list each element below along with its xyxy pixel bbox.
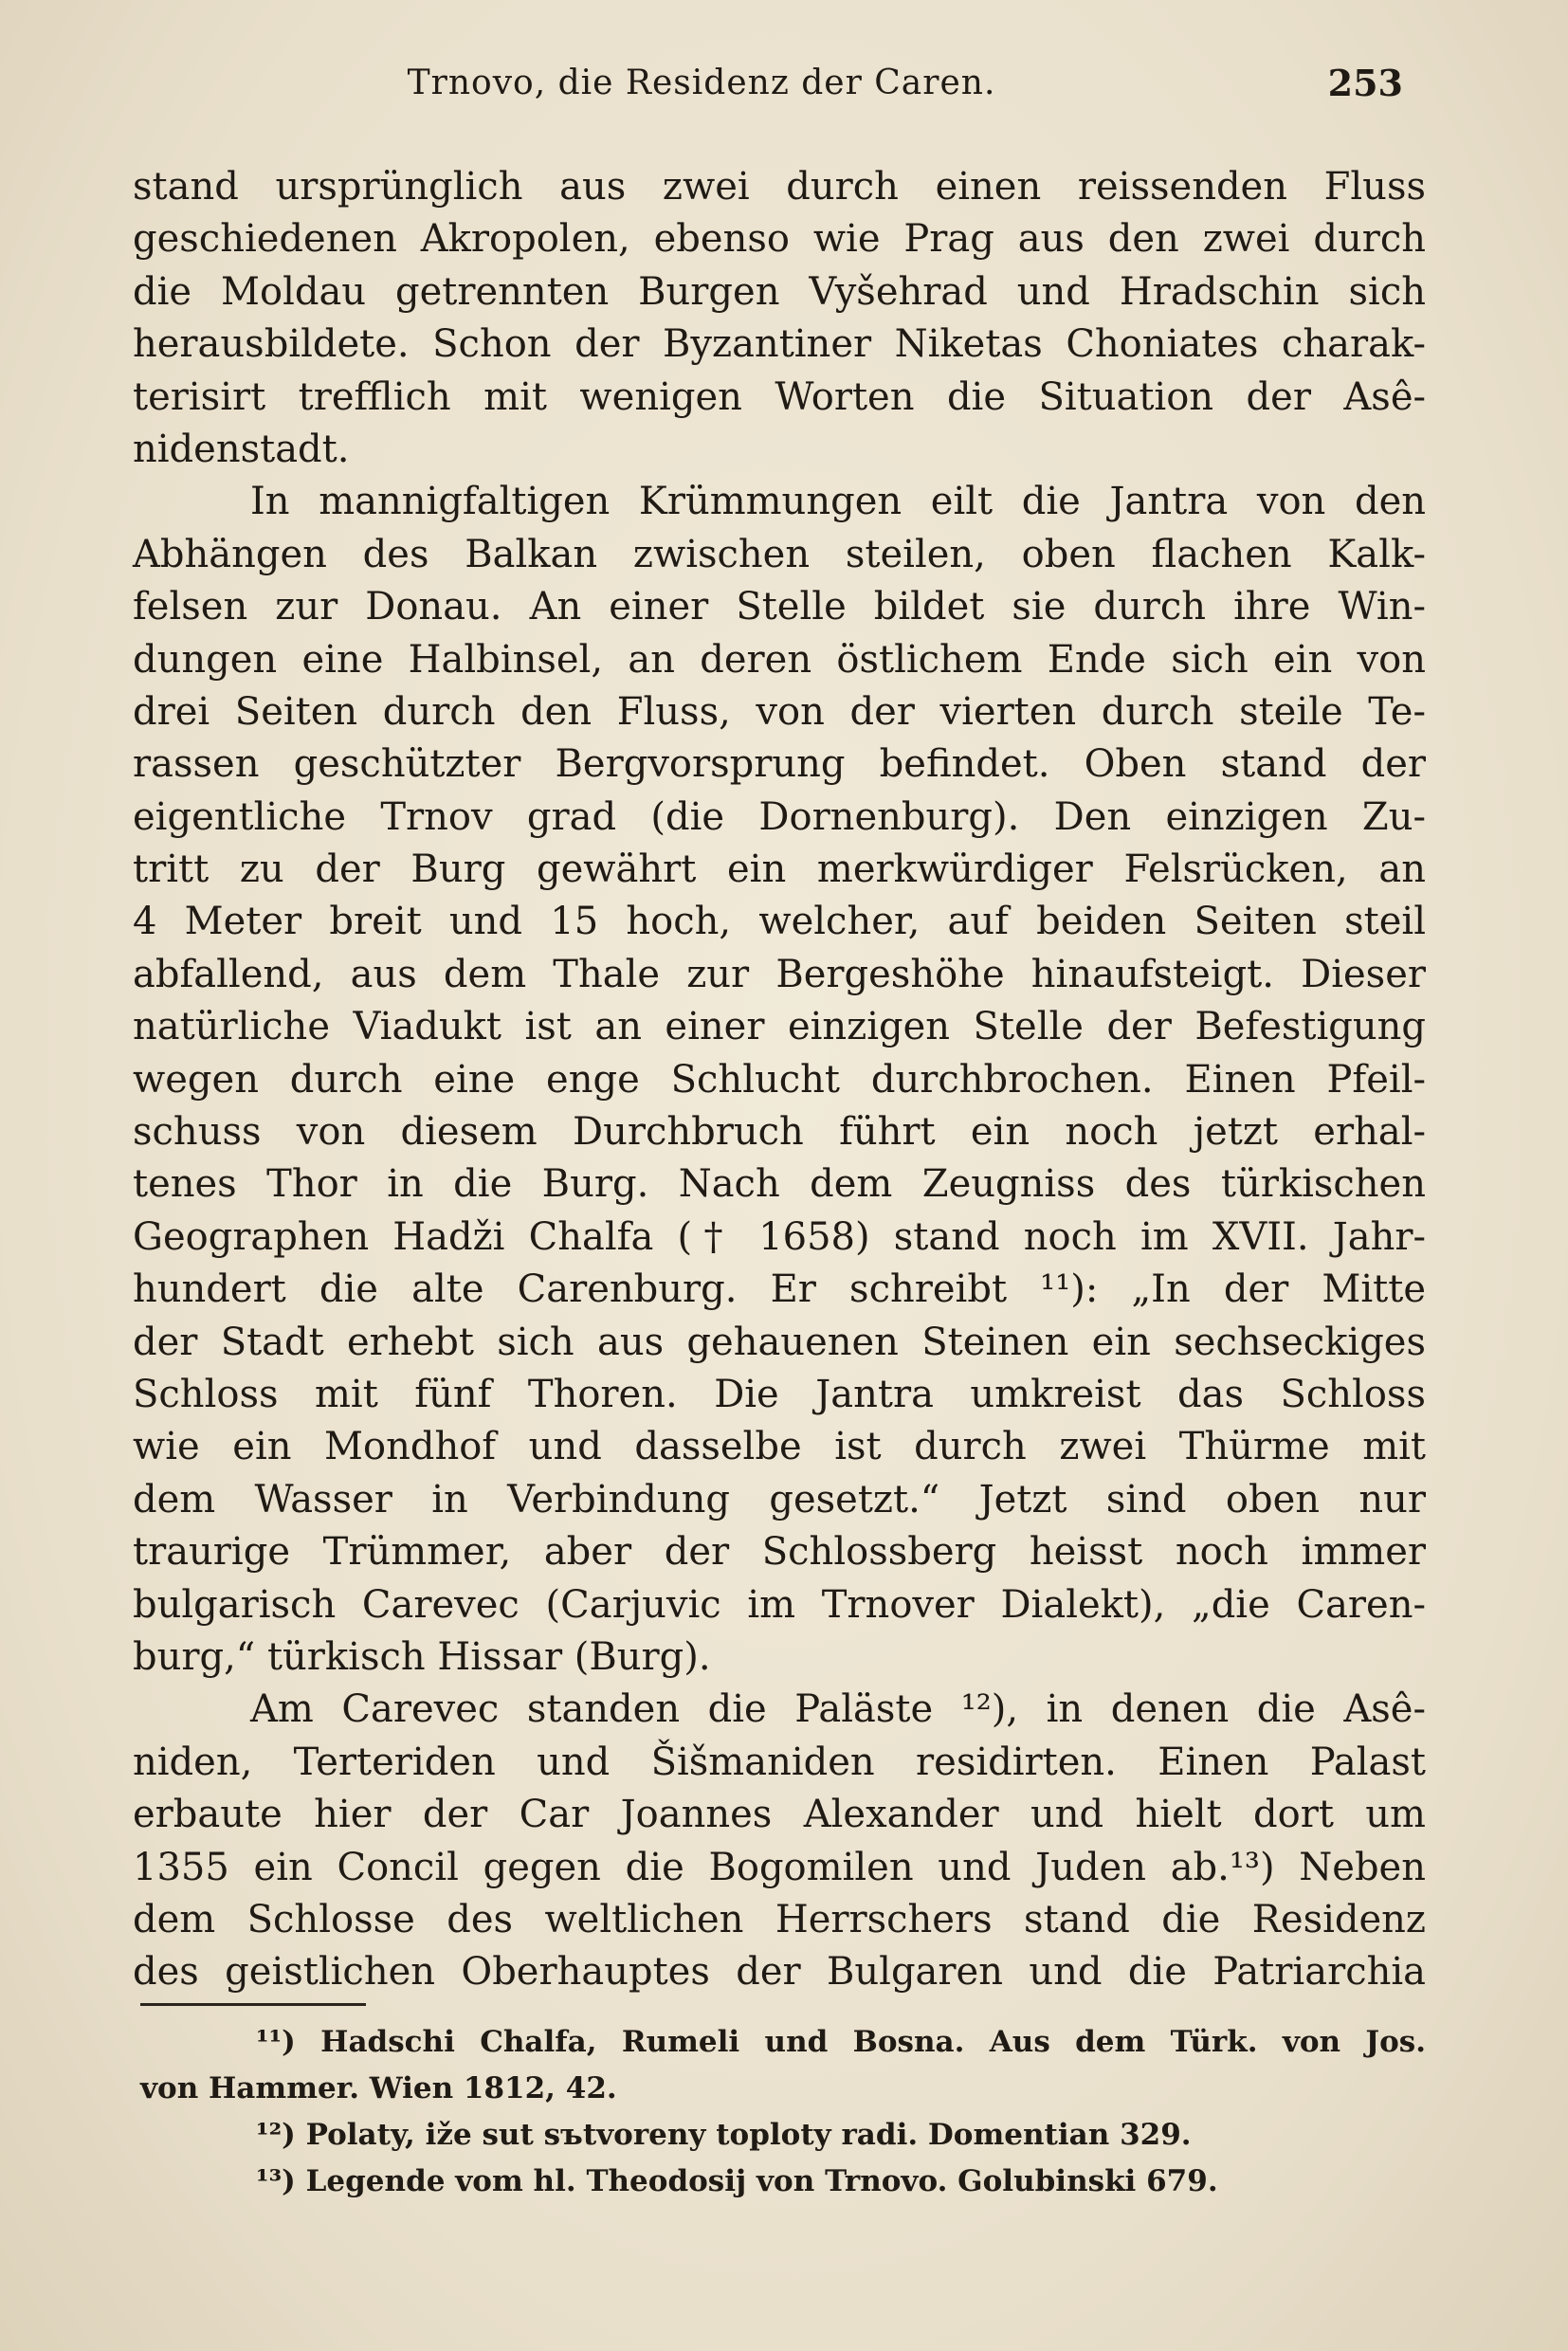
footnote-line: ¹¹) Hadschi Chalfa, Rumeli und Bosna. Aus dem Türk. von Jos.: [256, 2025, 1426, 2059]
page-header: [133, 55, 1403, 112]
footnote-line: ¹²) Polaty, iže sut sъtvoreny toploty radi. Domentian 329.: [256, 2118, 1192, 2152]
footnote-line: ¹³) Legende vom hl. Theodosij von Trnovo. Golubinski 679.: [256, 2164, 1218, 2198]
text-line: felsen zur Donau. An einer Stelle bildet sie durch ihre Win-: [133, 585, 1426, 629]
text-line: Abhängen des Balkan zwischen steilen, oben flachen Kalk-: [133, 532, 1426, 576]
running-title: Trnovo, die Residenz der Caren.: [407, 64, 996, 102]
footnotes: [140, 2019, 1426, 2205]
text-line: erbaute hier der Car Joannes Alexander und hielt dort um: [133, 1793, 1426, 1837]
text-line: traurige Trümmer, aber der Schlossberg heisst noch immer: [133, 1530, 1426, 1575]
text-line: niden, Terteriden und Šišmaniden residirten. Einen Palast: [133, 1740, 1426, 1784]
footnote-line: von Hammer. Wien 1812, 42.: [140, 2071, 617, 2105]
text-line: dem Wasser in Verbindung gesetzt.“ Jetzt sind oben nur: [133, 1477, 1426, 1522]
text-line: wie ein Mondhof und dasselbe ist durch zwei Thürme mit: [133, 1425, 1426, 1469]
body-text: [133, 161, 1426, 1999]
text-line: abfallend, aus dem Thale zur Bergeshöhe hinaufsteigt. Dieser: [133, 952, 1426, 996]
text-line: wegen durch eine enge Schlucht durchbrochen. Einen Pfeil-: [133, 1057, 1426, 1102]
text-line: In mannigfaltigen Krümmungen eilt die Jantra von den: [250, 480, 1426, 524]
text-line: eigentliche Trnov grad (die Dornenburg). Den einzigen Zu-: [133, 794, 1426, 839]
text-line: die Moldau getrennten Burgen Vyšehrad und Hradschin sich: [133, 269, 1426, 314]
text-line: tritt zu der Burg gewährt ein merkwürdiger Felsrücken, an: [133, 847, 1426, 892]
text-line: des geistlichen Oberhauptes der Bulgaren und die Patriarchia: [133, 1950, 1426, 1995]
text-line: terisirt trefflich mit wenigen Worten die Situation der Asê-: [133, 374, 1426, 419]
text-line: schuss von diesem Durchbruch führt ein noch jetzt erhal-: [133, 1110, 1426, 1155]
text-line: dungen eine Halbinsel, an deren östlichem Ende sich ein von: [133, 637, 1426, 682]
text-line: 4 Meter breit und 15 hoch, welcher, auf beiden Seiten steil: [133, 900, 1426, 944]
text-line: herausbildete. Schon der Byzantiner Niketas Choniates charak-: [133, 322, 1426, 367]
text-line: dem Schlosse des weltlichen Herrschers stand die Residenz: [133, 1897, 1426, 1941]
text-line: 1355 ein Concil gegen die Bogomilen und Juden ab.¹³) Neben: [133, 1845, 1426, 1889]
text-line: stand ursprünglich aus zwei durch einen reissenden Fluss: [133, 165, 1426, 209]
text-line: hundert die alte Carenburg. Er schreibt ¹¹): „In der Mitte: [133, 1267, 1426, 1312]
text-line: bulgarisch Carevec (Carjuvic im Trnover Dialekt), „die Caren-: [133, 1582, 1426, 1627]
text-line: burg,“ türkisch Hissar (Burg).: [133, 1634, 711, 1679]
text-line: Schloss mit fünf Thoren. Die Jantra umkreist das Schloss: [133, 1372, 1426, 1416]
text-line: natürliche Viadukt ist an einer einzigen Stelle der Befestigung: [133, 1005, 1426, 1049]
text-line: tenes Thor in die Burg. Nach dem Zeugniss des türkischen: [133, 1162, 1426, 1207]
text-line: Geographen Hadži Chalfa († 1658) stand noch im XVII. Jahr-: [133, 1214, 1426, 1259]
text-line: geschiedenen Akropolen, ebenso wie Prag aus den zwei durch: [133, 217, 1426, 262]
text-line: drei Seiten durch den Fluss, von der vierten durch steile Te-: [133, 689, 1426, 734]
text-line: nidenstadt.: [133, 427, 350, 471]
footnote-divider: [140, 2003, 366, 2006]
text-line: Am Carevec standen die Paläste ¹²), in denen die Asê-: [250, 1687, 1426, 1732]
text-line: der Stadt erhebt sich aus gehauenen Steinen ein sechseckiges: [133, 1320, 1426, 1364]
text-line: rassen geschützter Bergvorsprung befindet. Oben stand der: [133, 742, 1426, 787]
page-number: 253: [1327, 62, 1403, 104]
